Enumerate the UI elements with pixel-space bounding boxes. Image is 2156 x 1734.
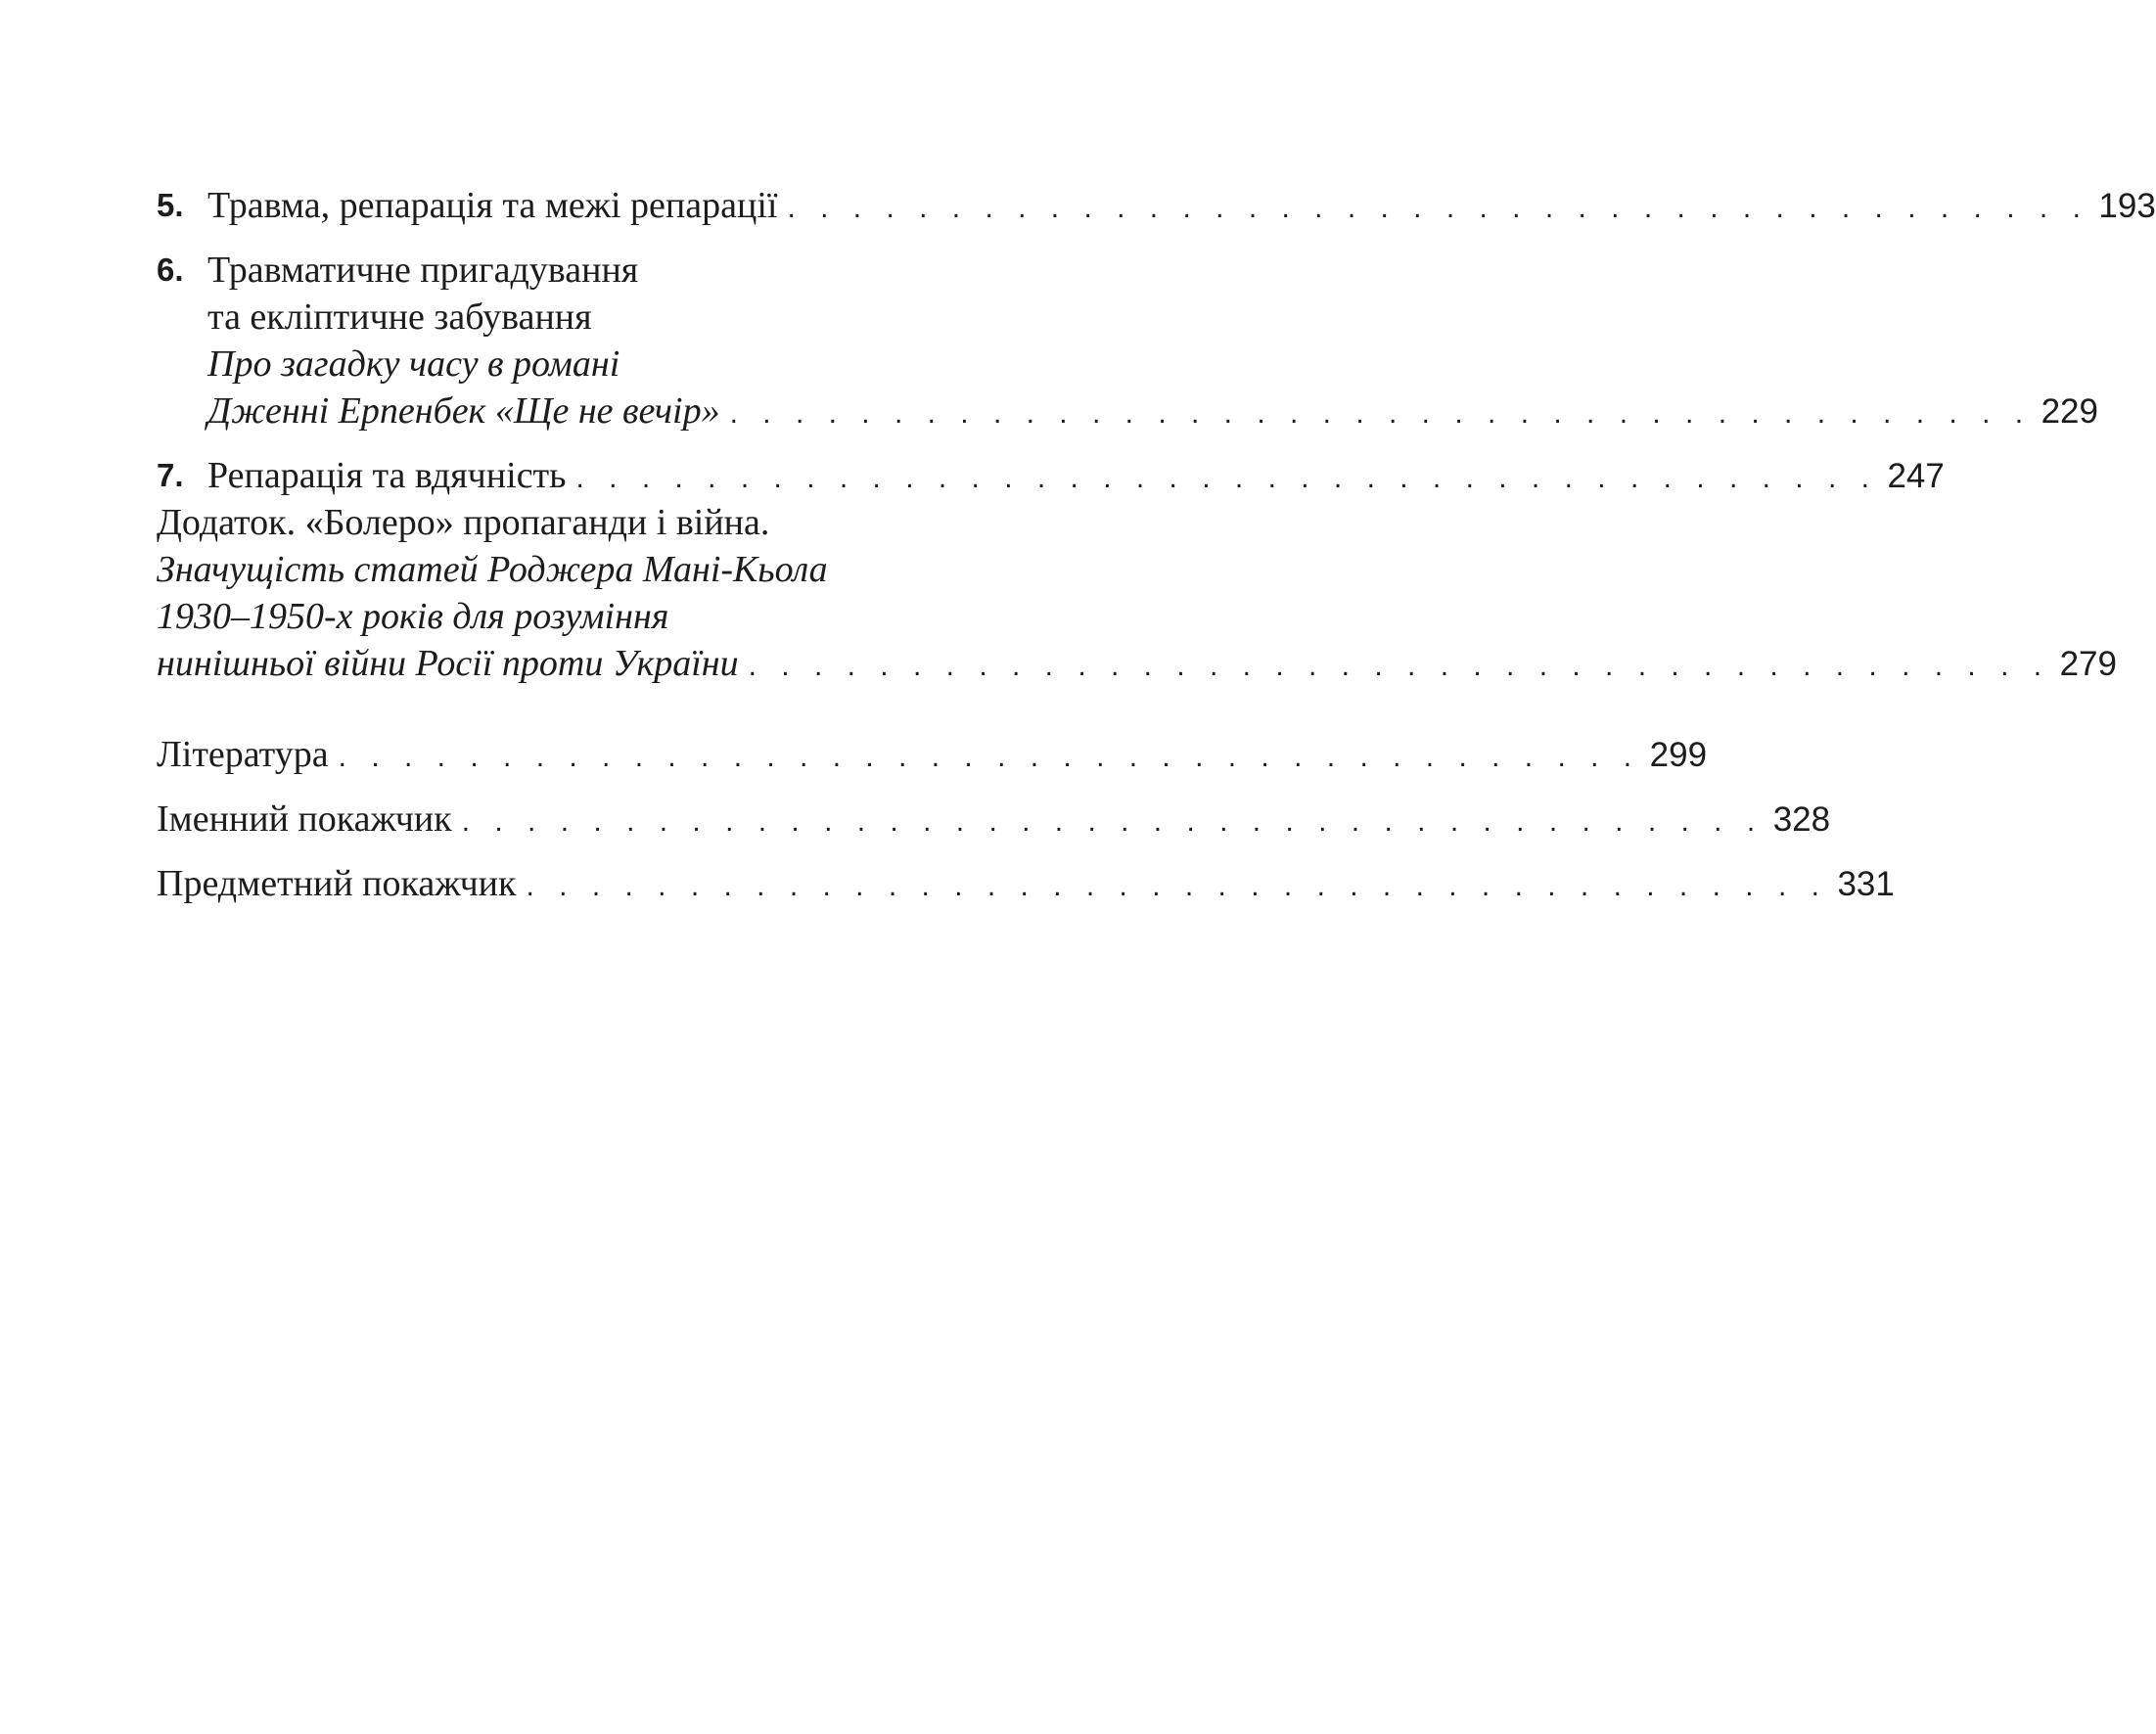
chapter-title: Травма, репарація та межі репарації [207, 185, 778, 226]
dot-leader: . . . . . . . . . . . . . . . . . . . . . . . . . . . . . . . . . . . . . . . . [729, 397, 2032, 430]
chapter-title: Репарація та вдячність [207, 455, 567, 496]
toc-entry-chapter-7[interactable] [157, 452, 1945, 499]
page-number: 247 [1887, 457, 1945, 495]
appendix-title: Додаток. «Болеро» пропаганди і війна. [157, 502, 770, 543]
subject-index-title: Предметний покажчик [157, 863, 517, 904]
toc-entry-chapter-6[interactable] [157, 247, 2098, 434]
page-number: 193 [2098, 187, 2156, 225]
page-number: 331 [1837, 865, 1895, 903]
literature-title: Література [157, 734, 329, 775]
name-index-title: Іменний покажчик [157, 799, 452, 840]
toc-entry-literature[interactable] [157, 731, 1708, 778]
chapter-number: 6. [157, 251, 184, 288]
page-number: 229 [2041, 392, 2098, 431]
chapter-title-line-2: та екліптичне забування [207, 297, 592, 338]
table-of-contents [157, 182, 2156, 907]
page-number: 279 [2059, 645, 2117, 683]
dot-leader: . . . . . . . . . . . . . . . . . . . . . . . . . . . . . . . . . . . . . . . . [748, 650, 2050, 682]
chapter-subtitle-line-2: Дженні Ерпенбек «Ще не вечір» [207, 390, 720, 432]
dot-leader: . . . . . . . . . . . . . . . . . . . . . . . . . . . . . . . . . . . . . . . . [575, 462, 1878, 494]
toc-entry-subject-index[interactable] [157, 860, 1895, 907]
dot-leader: . . . . . . . . . . . . . . . . . . . . . . . . . . . . . . . . . . . . . . . . [526, 870, 1828, 902]
dot-leader: . . . . . . . . . . . . . . . . . . . . . . . . . . . . . . . . . . . . . . . . [461, 805, 1764, 838]
toc-entry-name-index[interactable] [157, 796, 1831, 843]
toc-entry-appendix[interactable] [157, 499, 2117, 687]
chapter-number: 5. [157, 187, 184, 223]
toc-entry-chapter-5[interactable] [157, 182, 2156, 229]
appendix-subtitle-line-1: Значущість статей Роджера Мані-Кьола [157, 549, 828, 590]
dot-leader: . . . . . . . . . . . . . . . . . . . . . . . . . . . . . . . . . . . . . . . . [787, 192, 2089, 224]
page-number: 299 [1649, 736, 1708, 774]
page-number: 328 [1772, 800, 1831, 839]
dot-leader: . . . . . . . . . . . . . . . . . . . . . . . . . . . . . . . . . . . . . . . . [338, 741, 1640, 773]
chapter-subtitle-line-1: Про загадку часу в романі [207, 343, 620, 385]
appendix-subtitle-line-2: 1930–1950-х років для розуміння [157, 596, 669, 637]
appendix-subtitle-line-3: нинішньої війни Росії проти України [157, 643, 739, 684]
chapter-number: 7. [157, 457, 184, 493]
chapter-title-line-1: Травматичне пригадування [207, 250, 639, 291]
